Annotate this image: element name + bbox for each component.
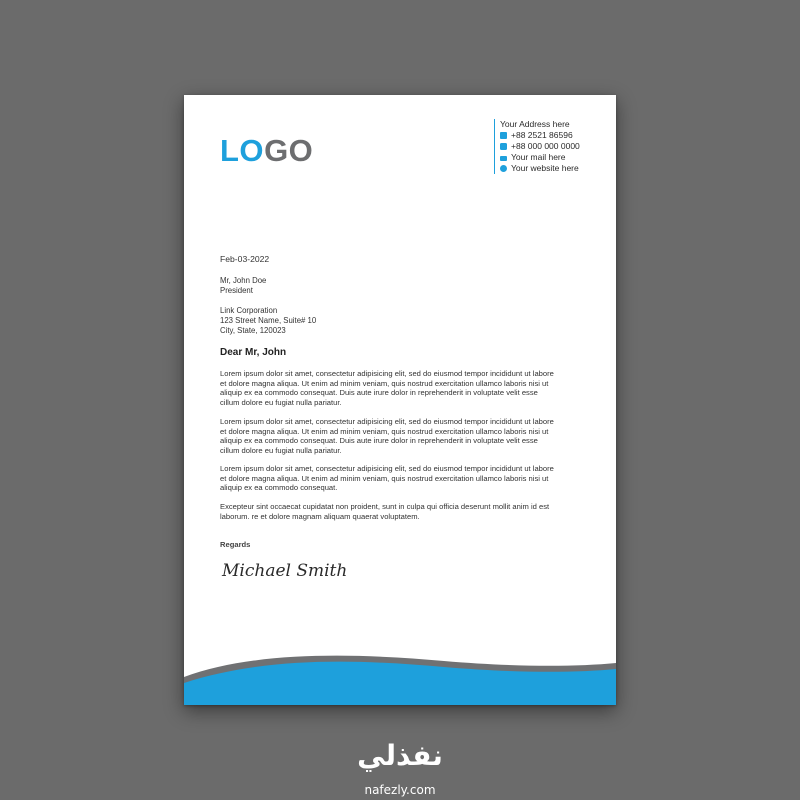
contact-phone — [500, 130, 580, 141]
address-text: Your Address here — [500, 119, 570, 129]
paragraph-line: aliquip ex ea commodo consequat. Duis aute irure dolor in reprehenderit in voluptate velit esse — [220, 388, 538, 398]
website-text: Your website here — [511, 163, 579, 173]
logo-part-blue: LO — [220, 133, 265, 168]
logo-part-gray: GO — [264, 133, 314, 168]
recipient-block — [220, 276, 587, 296]
paragraph-line: cillum dolore eu fugiat nulla pariatur. — [220, 397, 342, 407]
paragraph-line: et dolore magna aliqua. Ut enim ad minim veniam, quis nostrud exercitation ullamco laboris nisi ut — [220, 473, 549, 483]
paragraph-line: et dolore magna aliqua. Ut enim ad minim veniam, quis nostrud exercitation ullamco laboris nisi ut — [220, 426, 549, 436]
phone-icon — [500, 132, 507, 139]
signature: Michael Smith — [222, 561, 348, 581]
company-address-block — [220, 306, 587, 336]
paragraph-line: Lorem ipsum dolor sit amet, consectetur adipisicing elit, sed do eiusmod tempor incididunt ut labore — [220, 464, 554, 473]
company-city: City, State, 120023 — [220, 326, 286, 335]
contact-mobile — [500, 141, 580, 152]
paragraph-4 — [220, 502, 587, 521]
paragraph-line: cillum dolore eu fugiat nulla pariatur. — [220, 445, 342, 455]
closing: Regards — [220, 540, 251, 549]
contact-address — [500, 119, 580, 130]
company-name: Link Corporation — [220, 306, 278, 315]
globe-icon — [500, 165, 507, 172]
paragraph-3 — [220, 464, 587, 493]
paragraph-2 — [220, 417, 587, 455]
paragraph-line: aliquip ex ea commodo consequat. Duis aute irure dolor in reprehenderit in voluptate velit esse — [220, 436, 538, 446]
mail-icon — [500, 156, 507, 161]
logo — [220, 135, 313, 166]
letter-date: Feb-03-2022 — [220, 254, 270, 264]
salutation: Dear Mr, John — [220, 347, 287, 358]
watermark-arabic: نفذلي — [357, 739, 443, 772]
footer-wave — [184, 655, 616, 705]
recipient-title: President — [220, 286, 253, 295]
recipient-name: Mr, John Doe — [220, 276, 267, 285]
email-text: Your mail here — [511, 152, 566, 162]
paragraph-line: Lorem ipsum dolor sit amet, consectetur adipisicing elit, sed do eiusmod tempor incididunt ut labore — [220, 417, 554, 426]
contact-email — [500, 152, 580, 163]
contact-block — [494, 119, 580, 174]
mobile-icon — [500, 143, 507, 150]
paragraph-line: laborum. re et dolore magnam aliquam quaerat voluptatem. — [220, 511, 420, 521]
company-street: 123 Street Name, Suite# 10 — [220, 316, 317, 325]
paragraph-line: Excepteur sint occaecat cupidatat non proident, sunt in culpa qui officia deserunt mollit anim id est — [220, 502, 550, 511]
paragraph-line: et dolore magna aliqua. Ut enim ad minim veniam, quis nostrud exercitation ullamco laboris nisi ut — [220, 378, 549, 388]
paragraph-line: aliquip ex ea commodo consequat. — [220, 483, 338, 493]
mobile-text: +88 000 000 0000 — [511, 141, 580, 151]
paragraph-line: Lorem ipsum dolor sit amet, consectetur adipisicing elit, sed do eiusmod tempor incididunt ut labore — [220, 369, 554, 378]
letterhead-page — [184, 95, 616, 705]
watermark-url: nafezly.com — [364, 783, 436, 797]
phone-text: +88 2521 86596 — [511, 130, 573, 140]
contact-website — [500, 163, 580, 174]
paragraph-1 — [220, 369, 587, 407]
